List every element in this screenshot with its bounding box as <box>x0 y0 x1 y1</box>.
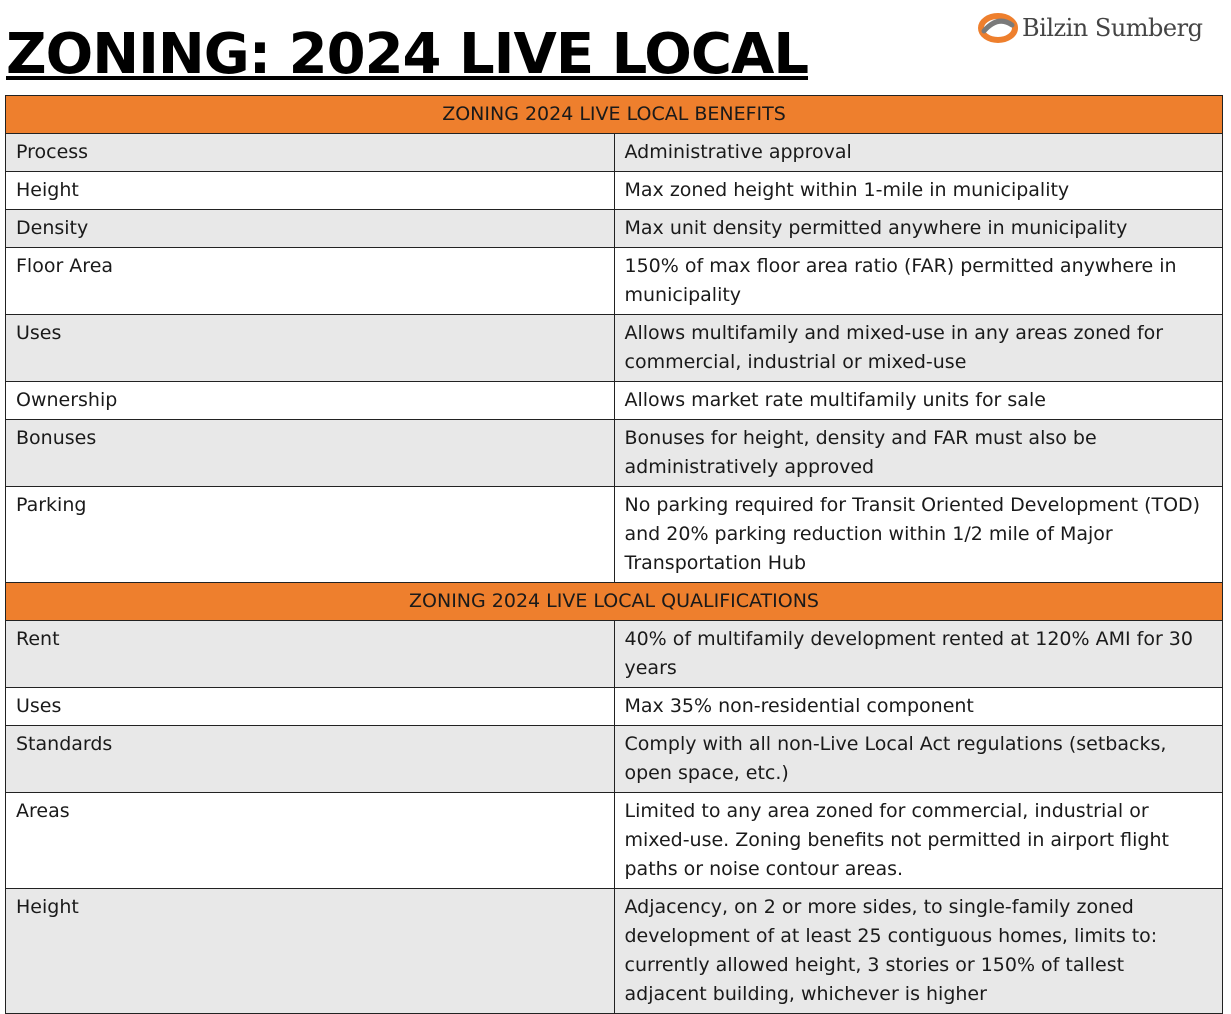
benefit-label: Process <box>6 134 615 172</box>
benefit-label: Parking <box>6 487 615 583</box>
section-header: ZONING 2024 LIVE LOCAL BENEFITS <box>6 96 1223 134</box>
qualification-label: Areas <box>6 793 615 889</box>
company-logo <box>978 8 1202 48</box>
table-row <box>6 134 1223 172</box>
benefit-value: Bonuses for height, density and FAR must also be administratively approved <box>614 420 1223 487</box>
swirl-logo-icon <box>978 11 1018 45</box>
table-row <box>6 688 1223 726</box>
benefit-label: Floor Area <box>6 248 615 315</box>
qualification-label: Uses <box>6 688 615 726</box>
qualification-value: Limited to any area zoned for commercial, industrial or mixed-use. Zoning benefits not permitted in airport flight paths or noise contour areas. <box>614 793 1223 889</box>
table-row <box>6 382 1223 420</box>
qualification-value: 40% of multifamily development rented at 120% AMI for 30 years <box>614 621 1223 688</box>
section-header: ZONING 2024 LIVE LOCAL QUALIFICATIONS <box>6 583 1223 621</box>
qualifications-header <box>6 583 1223 621</box>
qualification-label: Height <box>6 889 615 1014</box>
table-row <box>6 726 1223 793</box>
benefit-label: Bonuses <box>6 420 615 487</box>
benefit-value: Allows multifamily and mixed-use in any areas zoned for commercial, industrial or mixed-use <box>614 315 1223 382</box>
benefit-label: Density <box>6 210 615 248</box>
qualification-label: Standards <box>6 726 615 793</box>
qualification-value: Comply with all non-Live Local Act regulations (setbacks, open space, etc.) <box>614 726 1223 793</box>
benefit-value: No parking required for Transit Oriented Development (TOD) and 20% parking reduction within 1/2 mile of Major Transportation Hub <box>614 487 1223 583</box>
page-title: ZONING: 2024 LIVE LOCAL <box>6 22 809 87</box>
benefit-value: Max unit density permitted anywhere in municipality <box>614 210 1223 248</box>
benefit-label: Height <box>6 172 615 210</box>
table-row <box>6 172 1223 210</box>
logo-text: Bilzin Sumberg <box>1022 14 1203 42</box>
benefit-value: 150% of max floor area ratio (FAR) permitted anywhere in municipality <box>614 248 1223 315</box>
benefit-value: Administrative approval <box>614 134 1223 172</box>
benefit-label: Ownership <box>6 382 615 420</box>
benefit-label: Uses <box>6 315 615 382</box>
table-row <box>6 793 1223 889</box>
zoning-table <box>5 95 1223 1014</box>
benefit-value: Allows market rate multifamily units for sale <box>614 382 1223 420</box>
table-row <box>6 210 1223 248</box>
table-row <box>6 248 1223 315</box>
table-row <box>6 315 1223 382</box>
table-row <box>6 487 1223 583</box>
benefits-header <box>6 96 1223 134</box>
qualification-label: Rent <box>6 621 615 688</box>
benefit-value: Max zoned height within 1-mile in municipality <box>614 172 1223 210</box>
table-row <box>6 420 1223 487</box>
table-row <box>6 889 1223 1014</box>
qualification-value: Adjacency, on 2 or more sides, to single-family zoned development of at least 25 contiguous homes, limits to: currently allowed height, 3 stories or 150% of tallest adjacent building, whichever is higher <box>614 889 1223 1014</box>
table-row <box>6 621 1223 688</box>
qualification-value: Max 35% non-residential component <box>614 688 1223 726</box>
